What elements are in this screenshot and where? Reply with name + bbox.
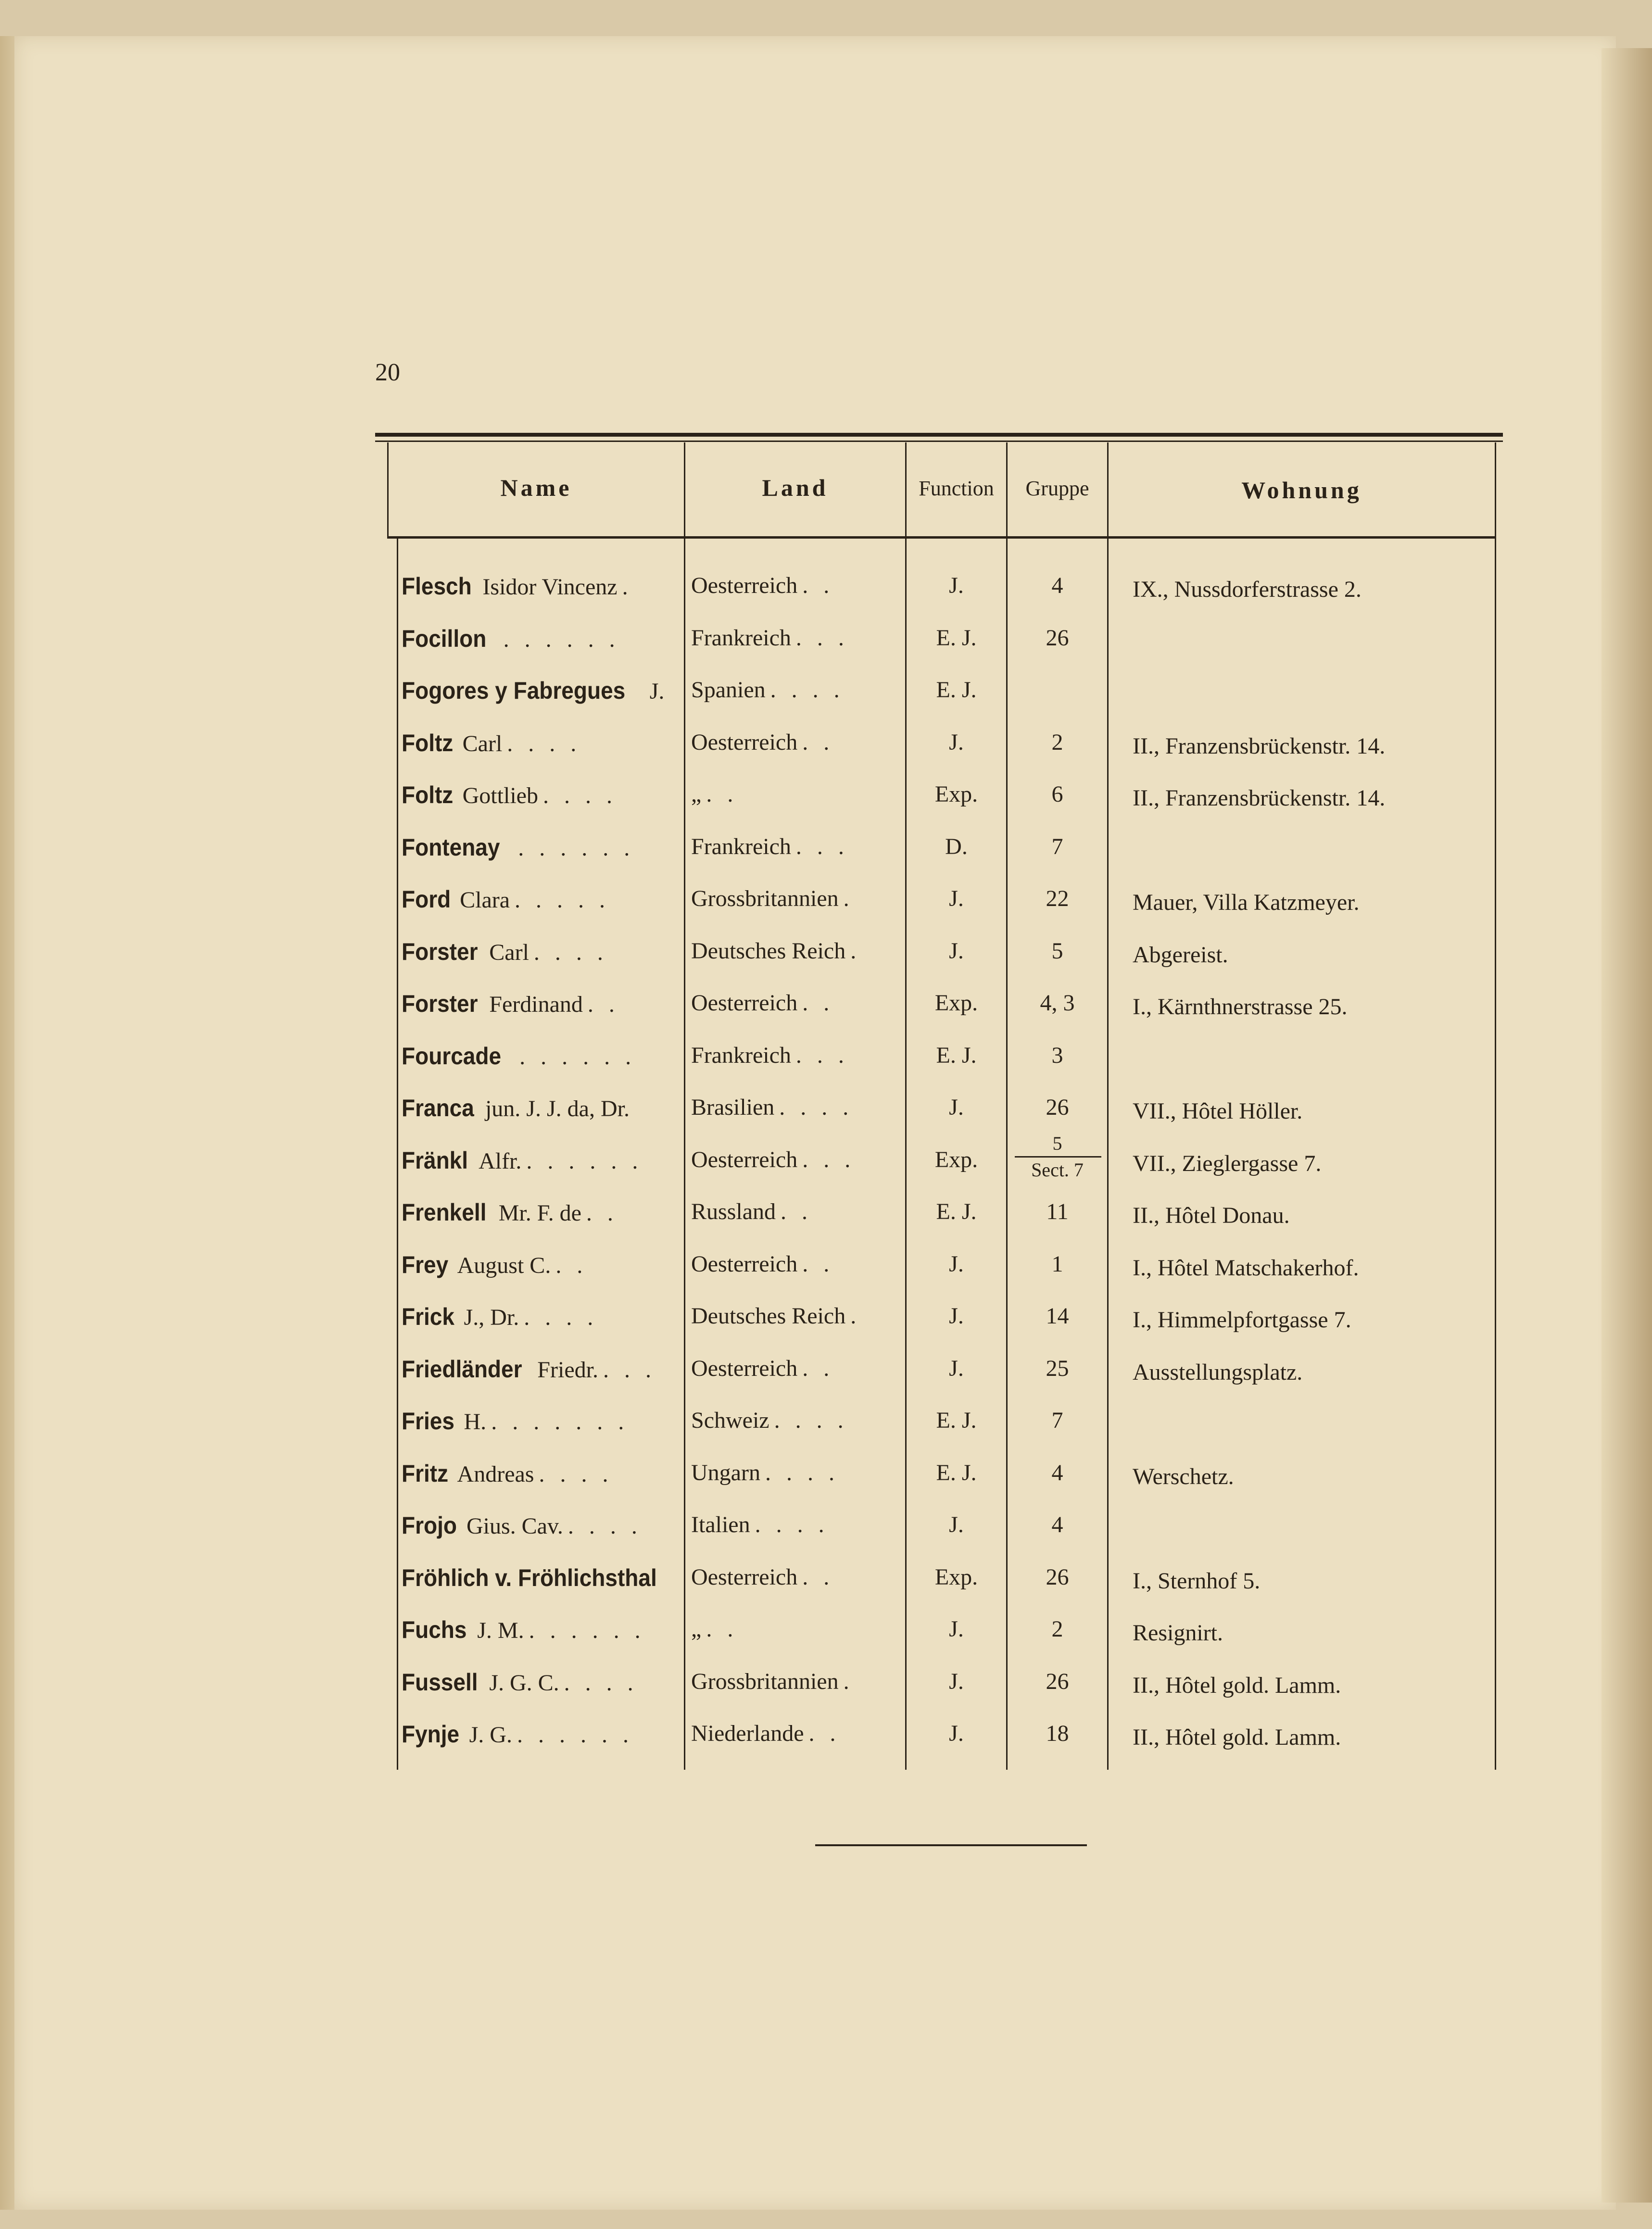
leader-dots: . . . . [755,1512,829,1537]
table-row-gruppe: 2 [1051,1616,1063,1642]
table-row-name [402,1407,629,1435]
surname: Focillon [402,625,487,652]
table-row-land [691,1668,854,1695]
given-name: J. G. C. [489,1670,559,1696]
land-value: Oesterreich [691,573,798,598]
leader-dots: . . . . [507,731,581,756]
table-row-function: J. [949,938,964,964]
table-row-land [691,1146,855,1173]
table-row-land [691,833,849,860]
leader-dots: . . . . . [515,887,610,913]
leader-dots: . . . . [533,940,608,965]
table-row-function: D. [945,834,968,859]
table-row-wohnung: I., Sternhof 5. [1133,1568,1261,1594]
leader-dots: . . [587,992,619,1017]
surname: Frenkell [402,1199,487,1226]
given-name: Carl [462,731,503,756]
table-row-name [402,1511,642,1539]
table-top-rule [375,433,1503,437]
land-value: Oesterreich [691,1564,798,1590]
table-row-land [691,729,834,756]
leader-dots: . . . . . . [517,1722,633,1748]
table-row-wohnung: II., Hôtel gold. Lamm. [1133,1673,1341,1698]
table-row-gruppe: 5 [1051,938,1063,964]
table-row-land [691,625,849,651]
given-name: August C. [457,1253,551,1278]
table-row-land [691,1042,849,1069]
land-value: Frankreich [691,834,791,859]
table-top-rule-thin [375,441,1503,442]
given-name: Mr. F. de [498,1200,581,1226]
table-row-name [402,1251,587,1279]
table-row-function: Exp. [934,781,978,807]
leader-dots: . . . . . . [529,1618,645,1643]
table-row-wohnung: II., Hôtel Donau. [1133,1203,1290,1228]
given-name: Friedr. [537,1357,598,1383]
page-edge-right [1602,48,1652,2203]
leader-dots: . [850,938,861,964]
land-value: Oesterreich [691,990,798,1016]
table-row-wohnung: Abgereist. [1133,942,1228,968]
table-row-name [402,1616,645,1644]
header-bottom-rule [387,536,1496,539]
land-value: Brasilien [691,1095,775,1120]
given-name: Isidor Vincenz [482,574,618,600]
table-row-gruppe: 4 [1051,1460,1063,1486]
table-row-gruppe-top: 5 [1052,1133,1062,1154]
table-row-wohnung: I., Kärnthnerstrasse 25. [1133,994,1348,1020]
header-name: Name [500,474,572,501]
surname: Foltz [402,730,454,756]
table-row-gruppe: 11 [1046,1199,1069,1224]
table-row-wohnung: I., Himmelpfortgasse 7. [1133,1307,1351,1333]
table-row-wohnung: II., Franzensbrückenstr. 14. [1133,733,1386,759]
leader-dots: . . [802,990,834,1016]
leader-dots: . . . . [542,783,617,808]
table-row-land [691,938,861,964]
leader-dots: . . . . [539,1461,613,1487]
given-name: Gius. Cav. [466,1513,563,1539]
surname: Franca [402,1095,474,1121]
leader-dots: . . . . . . [526,1148,643,1174]
table-row-function: E. J. [936,1460,977,1486]
table-row-name [402,938,608,966]
table-row-gruppe: 6 [1051,781,1063,807]
table-row-function: Exp. [934,990,978,1016]
table-row-land [691,572,834,599]
header-gruppe: Gruppe [1025,477,1089,500]
surname: Fynje [402,1721,460,1748]
leader-dots: . [850,1303,861,1329]
table-row-function: J. [949,1721,964,1746]
leader-dots: . . . . . . [519,1044,636,1070]
leader-dots: . . . [795,1043,849,1068]
land-value: „ [691,781,702,807]
table-row-function: E. J. [936,1199,977,1224]
table-row-gruppe: 25 [1046,1356,1069,1381]
given-name: Alfr. [479,1148,522,1174]
column-divider [1107,442,1109,1770]
table-row-wohnung: VII., Zieglergasse 7. [1133,1151,1322,1176]
table-row-function: Exp. [934,1147,978,1172]
table-row-name [402,1042,636,1070]
table-row-gruppe: 26 [1046,1564,1069,1590]
table-row-gruppe: 18 [1046,1721,1069,1746]
leader-dots: . . [802,1251,834,1277]
table-row-name [402,833,634,861]
table-row-wohnung: II., Franzensbrückenstr. 14. [1133,785,1386,811]
table-row-land [691,1094,853,1121]
leader-dots: . . [781,1199,813,1224]
table-row-land [691,1407,848,1434]
table-row-name [402,677,669,705]
table-row-land [691,1564,834,1590]
table-row-gruppe: 2 [1051,730,1063,755]
table-row-function: J. [949,1616,964,1642]
table-row-land [691,1720,841,1747]
header-land: Land [762,474,829,501]
surname: Fogores y Fabregues [402,677,626,704]
surname: Flesch [402,573,472,600]
given-name: Ferdinand [489,992,583,1017]
table-row-land [691,1198,812,1225]
surname: Forster [402,990,478,1017]
leader-dots: . . . . [564,1670,638,1696]
leader-dots: . . . . [779,1095,854,1120]
table-row-name [402,572,633,600]
leader-dots: . . [802,1564,834,1590]
surname: Forster [402,938,478,965]
given-name: J. [649,679,665,704]
land-value: Russland [691,1199,776,1224]
column-divider [1495,442,1496,1770]
table-row-name [402,1146,643,1174]
leader-dots: . . . [795,625,849,651]
given-name: J., Dr. [464,1305,519,1330]
table-row-gruppe: 7 [1051,1408,1063,1433]
land-value: Frankreich [691,625,791,651]
table-row-name [402,1460,613,1487]
table-row-land [691,1251,834,1277]
land-value: Oesterreich [691,730,798,755]
given-name: J. G. [469,1722,512,1748]
table-row-name [402,781,617,809]
leader-dots: . . [706,781,738,807]
land-value: Oesterreich [691,1251,798,1277]
header-wohnung: Wohnung [1241,477,1362,504]
table-row-gruppe: 3 [1051,1043,1063,1068]
leader-dots: . . . . [765,1460,839,1486]
surname: Fontenay [402,834,500,861]
surname: Fries [402,1408,454,1435]
land-value: Niederlande [691,1721,804,1746]
land-value: „ [691,1616,702,1642]
land-value: Oesterreich [691,1356,798,1381]
leader-dots: . . [808,1721,841,1746]
land-value: Schweiz [691,1408,769,1433]
table-row-gruppe: 4 [1051,573,1063,598]
table-row-name [402,885,610,913]
leader-dots: . . . [802,1147,856,1172]
surname: Fritz [402,1460,449,1487]
land-value: Italien [691,1512,750,1537]
leader-dots: . [622,574,633,600]
land-value: Spanien [691,677,766,703]
table-row-wohnung: II., Hôtel gold. Lamm. [1133,1725,1341,1750]
surname: Fuchs [402,1616,467,1643]
table-row-name [402,1198,618,1226]
table-row-name [402,1564,689,1592]
table-row-function: J. [949,1669,964,1694]
table-row-wohnung: Resignirt. [1133,1620,1223,1646]
table-row-gruppe: 1 [1051,1251,1063,1277]
table-row-gruppe: 26 [1046,1095,1069,1120]
table-row-function: J. [949,1512,964,1537]
header-function: Function [919,477,994,500]
given-name: J. M. [477,1618,524,1643]
table-row-name [402,1303,598,1331]
table-row-name [402,625,620,653]
surname: Frojo [402,1512,457,1539]
leader-dots: . . [706,1616,738,1642]
table-row-gruppe: 14 [1046,1303,1069,1329]
table-row-land [691,1355,834,1382]
surname: Frey [402,1251,449,1278]
table-row-land [691,1511,829,1538]
leader-dots: . . [586,1200,618,1226]
table-row-function: E. J. [936,625,977,651]
table-row-function: J. [949,573,964,598]
leader-dots: . . . [603,1357,656,1383]
table-row-function: Exp. [934,1564,978,1590]
table-row-name [402,1355,656,1383]
table-row-wohnung: IX., Nussdorferstrasse 2. [1133,577,1362,602]
table-row-wohnung: Werschetz. [1133,1464,1234,1489]
table-row-land [691,781,738,807]
leader-dots: . . [555,1253,588,1278]
leader-dots: . . . . . . [503,627,620,652]
land-value: Grossbritannien [691,1669,839,1694]
table-row-name [402,1668,638,1696]
book-page [14,36,1616,2210]
table-row-gruppe: 26 [1046,1669,1069,1694]
table-row-gruppe: 4, 3 [1040,990,1075,1016]
table-row-function: E. J. [936,1408,977,1433]
given-name: Clara [460,887,510,913]
land-value: Grossbritannien [691,886,839,911]
given-name: Gottlieb [462,783,538,808]
surname: Fourcade [402,1043,502,1070]
table-row-gruppe-bottom: Sect. 7 [1031,1159,1084,1181]
leader-dots: . . . . . . . [491,1409,629,1435]
table-row-name [402,1720,633,1748]
table-row-function: J. [949,1251,964,1277]
given-name: Andreas [457,1461,534,1487]
leader-dots: . . . [795,834,849,859]
surname: Foltz [402,781,454,808]
leader-dots: . . . . [524,1305,598,1330]
surname: Ford [402,886,451,913]
surname: Fröhlich v. Fröhlichsthal [402,1564,657,1591]
table-row-function: J. [949,1356,964,1381]
given-name: Carl [489,940,529,965]
closing-rule [815,1844,1087,1846]
table-row-function: E. J. [936,677,977,703]
column-divider [397,539,398,1770]
table-row-function: J. [949,886,964,911]
given-name: H. [464,1409,487,1435]
leader-dots: . . . . [774,1408,848,1433]
surname: Fränkl [402,1147,468,1174]
surname: Frick [402,1303,454,1330]
table-row-wohnung: Ausstellungsplatz. [1133,1360,1303,1385]
table-row-land [691,677,845,703]
table-row-function: J. [949,1095,964,1120]
land-value: Oesterreich [691,1147,798,1172]
table-row-land [691,1616,738,1642]
leader-dots: . . . . [770,677,845,703]
table-row-gruppe: 4 [1051,1512,1063,1537]
table-row-function: J. [949,730,964,755]
land-value: Frankreich [691,1043,791,1068]
leader-dots: . . [802,573,834,598]
surname: Friedländer [402,1356,522,1383]
table-row-gruppe: 26 [1046,625,1069,651]
leader-dots: . [843,1669,854,1694]
surname: Fussell [402,1669,478,1696]
table-row-name [402,729,581,757]
table-row-land [691,885,854,912]
leader-dots: . . [802,1356,834,1381]
table-row-wohnung: VII., Hôtel Höller. [1133,1098,1303,1124]
table-row-wohnung: Mauer, Villa Katzmeyer. [1133,890,1360,915]
leader-dots: . [843,886,854,911]
page-number: 20 [375,359,400,386]
table-row-function: E. J. [936,1043,977,1068]
table-row-gruppe: 7 [1051,834,1063,859]
fraction-line [1015,1156,1101,1158]
table-row-name [402,1094,634,1122]
land-value: Ungarn [691,1460,760,1486]
table-row-function: J. [949,1303,964,1329]
land-value: Deutsches Reich [691,938,846,964]
table-row-land [691,1460,839,1486]
leader-dots: . . . . [567,1513,642,1539]
table-row-wohnung: I., Hôtel Matschakerhof. [1133,1255,1359,1281]
land-value: Deutsches Reich [691,1303,846,1329]
given-name: jun. J. J. da, Dr. [485,1096,630,1121]
table-row-name [402,990,619,1018]
leader-dots: . . . . . . [518,835,635,861]
table-row-gruppe: 22 [1046,886,1069,911]
table-row-land [691,990,834,1016]
leader-dots: . . [802,730,834,755]
table-row-land [691,1303,861,1329]
